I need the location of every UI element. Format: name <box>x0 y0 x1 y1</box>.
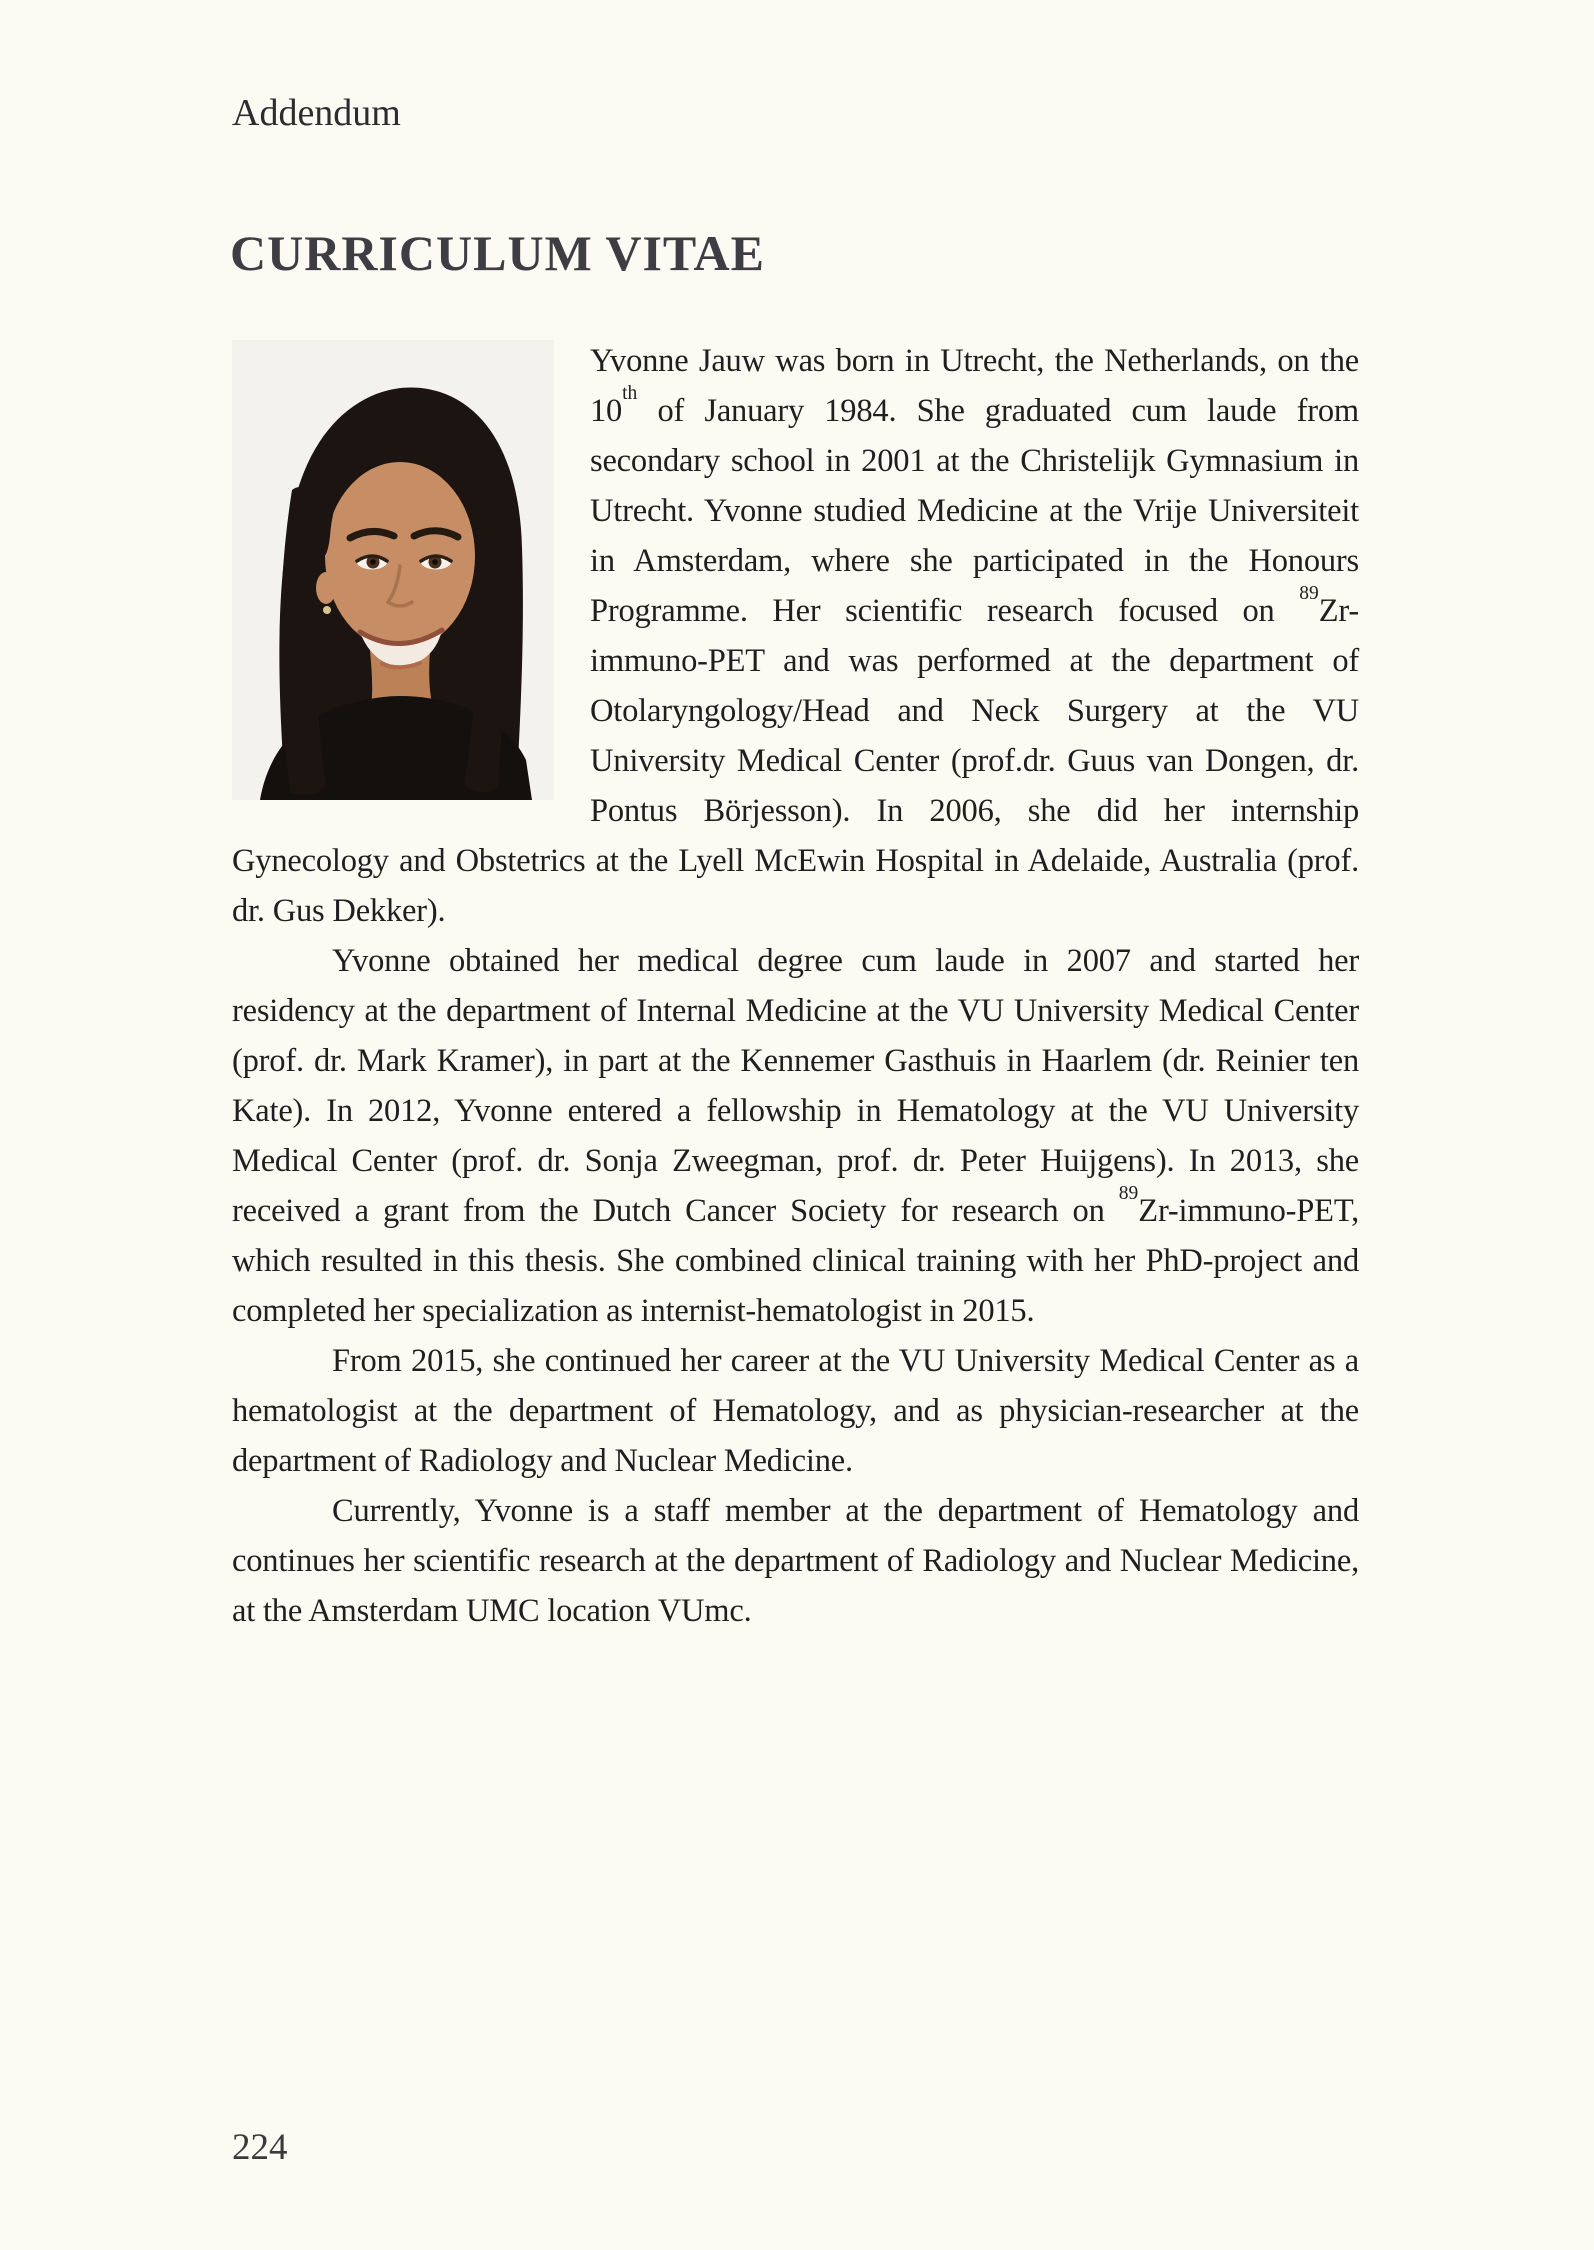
cv-body <box>232 336 1359 1636</box>
cv-paragraph: Yvonne obtained her medical degree cum laude in 2007 and started her residency at the department of Internal Medicine at the VU University Medical Center (prof. dr. Mark Kramer), in part at the Kennemer Gasthuis in Haarlem (dr. Reinier ten Kate). In 2012, Yvonne entered a fellowship in Hematology at the VU University Medical Center (prof. dr. Sonja Zweegman, prof. dr. Peter Huijgens). In 2013, she received a grant from the Dutch Cancer Society for research on $^{89}$Zr-immuno-PET, which resulted in this thesis. She combined clinical training with her PhD-project and completed her specialization as internist-hematologist in 2015. <box>232 943 1359 1329</box>
page-title: CURRICULUM VITAE <box>230 225 766 281</box>
cv-paragraph: From 2015, she continued her career at the VU University Medical Center as a hematologist at the department of Hematology, and as physician-researcher at the department of Radiology and Nuclear Medicine. <box>232 1343 1359 1479</box>
left-pupil <box>370 559 376 565</box>
running-header: Addendum <box>232 92 401 134</box>
superscript: 89 <box>1118 1183 1139 1205</box>
face <box>325 462 475 650</box>
cv-paragraph: Currently, Yvonne is a staff member at the department of Hematology and continues her scientific research at the department of Radiology and Nuclear Medicine, at the Amsterdam UMC location VUmc. <box>232 1493 1359 1629</box>
portrait-photo <box>232 340 554 800</box>
earring <box>323 606 331 614</box>
cv-paragraph: Yvonne Jauw was born in Utrecht, the Netherlands, on the 10th of January 1984. She graduated cum laude from secondary school in 2001 at the Christelijk Gymnasium in Utrecht. Yvonne studied Medicine at the Vrije Universiteit in Amsterdam, where she participated in the Honours Programme. Her scientific research focused on $^{89}$Zr-immuno-PET and was performed at the department of Otolaryngology/Head and Neck Surgery at the VU University Medical Center (prof.dr. Guus van Dongen, dr. Pontus Börjesson). In 2006, she did her internship Gynecology and Obstetrics at the Lyell McEwin Hospital in Adelaide, Australia (prof. dr. Gus Dekker). <box>232 343 1359 929</box>
superscript: 89 <box>1299 583 1319 605</box>
page-number: 224 <box>232 2127 288 2168</box>
left-ear <box>316 572 336 604</box>
right-pupil <box>432 559 438 565</box>
portrait-illustration <box>232 340 554 800</box>
superscript: th <box>622 383 638 405</box>
